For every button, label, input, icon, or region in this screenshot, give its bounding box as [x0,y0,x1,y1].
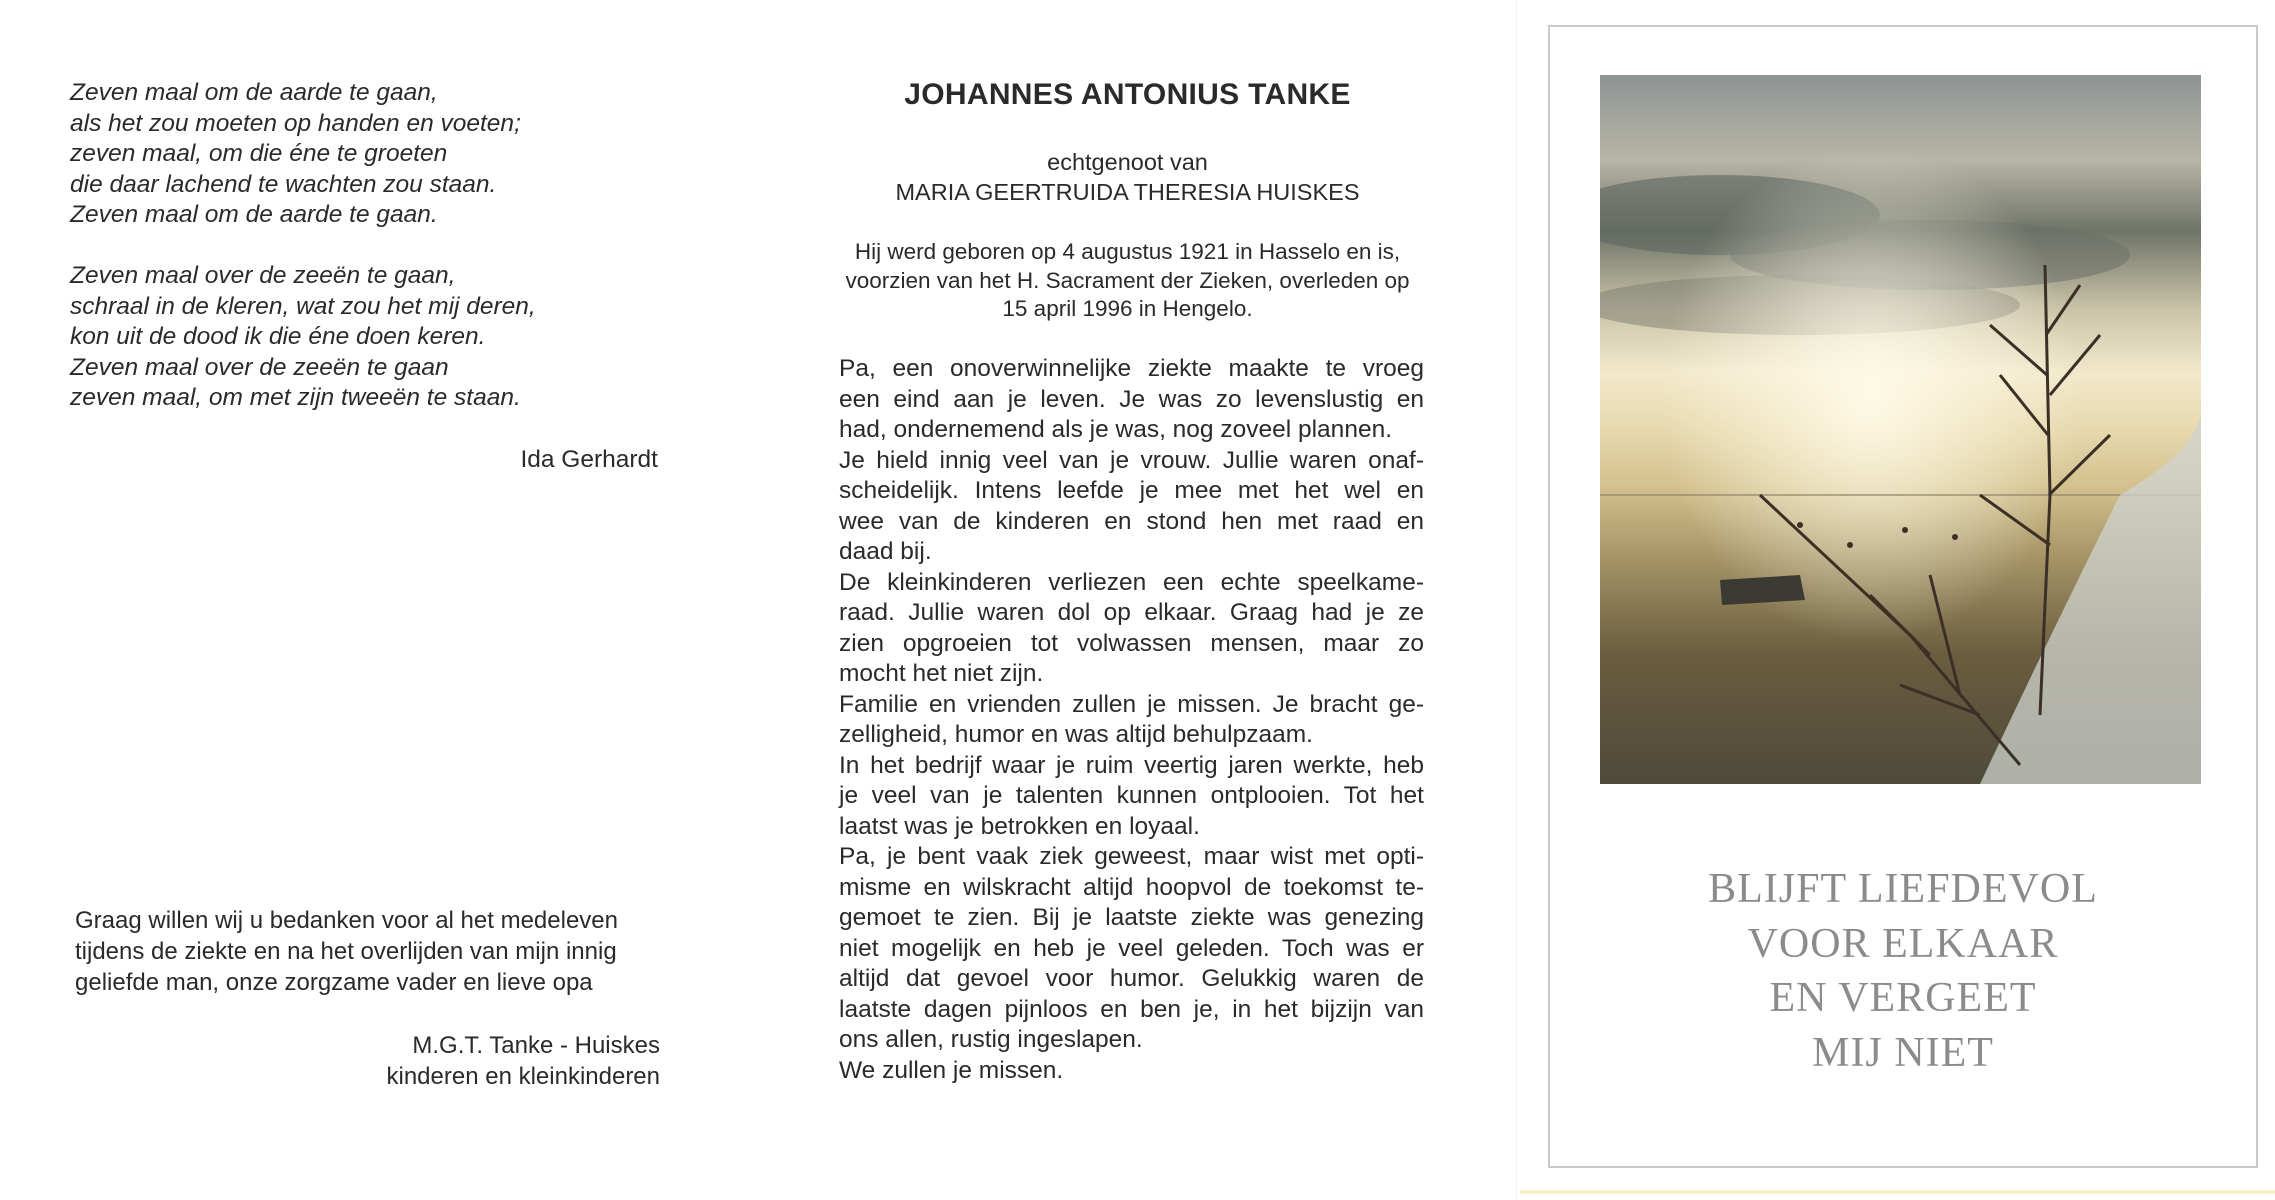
spouse-name: MARIA GEERTRUIDA THERESIA HUISKES [895,179,1360,205]
motto-text [1548,862,2258,1080]
poem-line: Zeven maal om de aarde te gaan. [70,201,438,228]
tribute-line: had, ondernemend als je was, nog zoveel plannen. [839,416,1392,443]
tribute-line: Familie en vrienden zullen je missen. Je bracht ge- [839,690,1424,718]
tribute-line: Pa, een onoverwinnelijke ziekte maakte te vroeg [839,355,1424,382]
tribute-line: De kleinkinderen verliezen een echte speelkame- [839,568,1424,596]
poem-stanza [70,78,670,231]
signature-line: kinderen en kleinkinderen [386,1063,660,1090]
lake-sunset-photo [1600,75,2201,784]
tribute-line: raad. Jullie waren dol op elkaar. Graag had je ze [839,599,1424,626]
spouse-block [820,147,1435,207]
tribute-line: je veel van je talenten kunnen ontplooien. Tot het [839,782,1424,809]
tribute-line: laatst was je betrokken en loyaal. [839,812,1200,840]
tribute-line: scheidelijk. Intens leefde je mee met het wel en [839,477,1424,504]
poem-line: Zeven maal om de aarde te gaan, [70,79,438,106]
poem-line: schraal in de kleren, wat zou het mij deren, [70,292,536,320]
scan-edge [1520,1190,2275,1194]
tribute-line: We zullen je missen. [839,1056,1064,1084]
tribute-line: mocht het niet zijn. [839,660,1044,687]
birth-death-info [820,238,1435,324]
poem-line: zeven maal, om die éne te groeten [70,140,448,167]
tribute-line: misme en wilskracht altijd hoopvol de toekomst te- [839,873,1424,901]
thanks-line: Graag willen wij u bedanken voor al het medeleven [75,907,618,934]
poem-line: kon uit de dood ik die éne doen keren. [70,323,486,350]
tribute-line: wee van de kinderen en stond hen met raad en [839,507,1424,535]
tribute-line: ons allen, rustig ingeslapen. [839,1026,1143,1053]
poem-line: Zeven maal over de zeeën te gaan [70,353,449,381]
tribute-line: Je hield innig veel van je vrouw. Jullie waren onaf- [839,446,1424,474]
motto-line: EN VERGEET [1769,975,2037,1021]
poem-line: zeven maal, om met zijn tweeën te staan. [70,384,521,411]
tribute-line: een eind aan je leven. Je was zo levenslustig en [839,385,1424,413]
tribute-line: gemoet te zien. Bij je laatste ziekte was genezing [839,904,1424,931]
poem-line: Zeven maal over de zeeën te gaan, [70,262,456,289]
birth-death-line: Hij werd geboren op 4 augustus 1921 in Hasselo en is, [854,239,1401,264]
motto-line: BLIJFT LIEFDEVOL [1708,866,2098,912]
tribute-line: In het bedrijf waar je ruim veertig jaren werkte, heb [839,751,1424,779]
thanks-text [75,905,675,998]
thanks-line: tijdens de ziekte en na het overlijden van mijn innig [75,938,617,965]
relation-label: echtgenoot van [1047,149,1208,175]
poem [70,78,670,444]
deceased-name: JOHANNES ANTONIUS TANKE [904,78,1351,111]
tribute-text [839,354,1424,1086]
card-fold [1516,0,1517,1200]
poem-line: als het zou moeten op handen en voeten; [70,109,521,137]
birth-death-line: 15 april 1996 in Hengelo. [1002,296,1253,321]
tribute-line: altijd dat gevoel voor humor. Gelukkig waren de [839,965,1424,992]
signature-line: M.G.T. Tanke - Huiskes [412,1032,660,1059]
birth-death-line: voorzien van het H. Sacrament der Zieken, overleden op [845,267,1410,293]
tribute-line: daad bij. [839,538,932,565]
tribute-line: Pa, je bent vaak ziek geweest, maar wist met opti- [839,843,1424,870]
thanks-line: geliefde man, onze zorgzame vader en lieve opa [75,969,593,996]
tribute-line: zelligheid, humor en was altijd behulpzaam. [839,721,1313,748]
tribute-line: zien opgroeien tot volwassen mensen, maar zo [839,629,1424,657]
motto-line: MIJ NIET [1812,1029,1994,1076]
poem-line: die daar lachend te wachten zou staan. [70,170,497,198]
motto-line: VOOR ELKAAR [1747,920,2059,967]
poem-stanza [70,261,670,414]
tribute-line: laatste dagen pijnloos en ben je, in het bijzijn van [839,995,1424,1023]
poem-author: Ida Gerhardt [520,446,658,473]
thanks-signature [75,1030,660,1092]
tribute-line: niet mogelijk en heb je veel geleden. Toch was er [839,934,1424,962]
